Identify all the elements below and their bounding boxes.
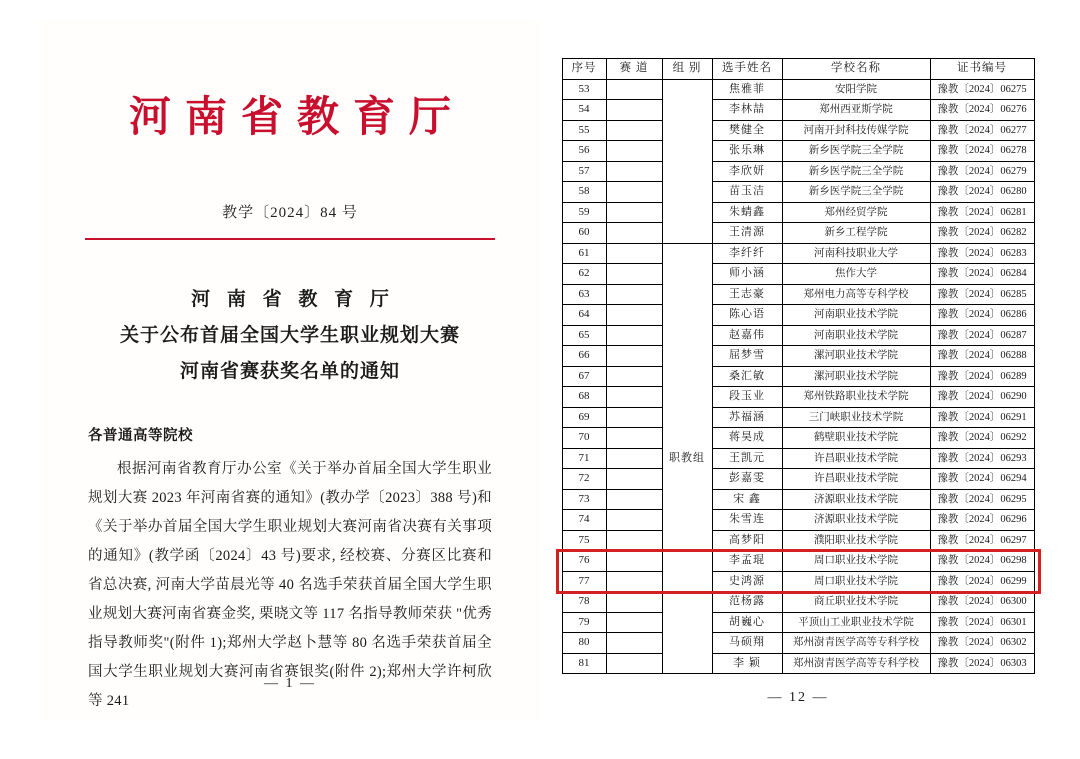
cell-track [606, 407, 662, 428]
table-row [562, 633, 1034, 654]
cell-track [606, 510, 662, 531]
cell-school: 许昌职业技术学院 [782, 469, 930, 490]
cell-track [606, 202, 662, 223]
cell-seq: 68 [562, 387, 606, 408]
award-list-table [562, 58, 1035, 674]
cell-certificate: 豫教〔2024〕06276 [930, 100, 1034, 121]
title-line-1: 河 南 省 教 育 厅 [191, 289, 395, 311]
table-row [562, 120, 1034, 141]
cell-certificate: 豫教〔2024〕06282 [930, 223, 1034, 244]
cell-player-name: 李 颖 [712, 653, 782, 674]
table-row [562, 612, 1034, 633]
table-row [562, 202, 1034, 223]
cell-seq: 54 [562, 100, 606, 121]
cell-track [606, 264, 662, 285]
cell-player-name: 蒋昊成 [712, 428, 782, 449]
cell-certificate: 豫教〔2024〕06295 [930, 489, 1034, 510]
cell-track [606, 305, 662, 326]
document-page-right [548, 18, 1048, 730]
cell-seq: 61 [562, 243, 606, 264]
cell-track [606, 243, 662, 264]
table-row [562, 366, 1034, 387]
cell-certificate: 豫教〔2024〕06288 [930, 346, 1034, 367]
cell-certificate: 豫教〔2024〕06277 [930, 120, 1034, 141]
document-title-block [40, 282, 540, 390]
table-row [562, 305, 1034, 326]
cell-certificate: 豫教〔2024〕06299 [930, 571, 1034, 592]
cell-player-name: 屈梦雪 [712, 346, 782, 367]
cell-track [606, 489, 662, 510]
salutation: 各普通高等院校 [88, 428, 193, 445]
cell-school: 河南职业技术学院 [782, 325, 930, 346]
cell-certificate: 豫教〔2024〕06281 [930, 202, 1034, 223]
cell-school: 新乡医学院三全学院 [782, 161, 930, 182]
cell-school: 郑州西亚斯学院 [782, 100, 930, 121]
cell-certificate: 豫教〔2024〕06298 [930, 551, 1034, 572]
cell-seq: 80 [562, 633, 606, 654]
cell-seq: 69 [562, 407, 606, 428]
cell-track [606, 325, 662, 346]
cell-school: 河南科技职业大学 [782, 243, 930, 264]
table-row [562, 387, 1034, 408]
cell-track [606, 161, 662, 182]
cell-track [606, 592, 662, 613]
cell-track [606, 79, 662, 100]
cell-certificate: 豫教〔2024〕06279 [930, 161, 1034, 182]
cell-track [606, 346, 662, 367]
cell-certificate: 豫教〔2024〕06285 [930, 284, 1034, 305]
cell-player-name: 朱蜻鑫 [712, 202, 782, 223]
cell-player-name: 苗玉洁 [712, 182, 782, 203]
cell-certificate: 豫教〔2024〕06300 [930, 592, 1034, 613]
cell-certificate: 豫教〔2024〕06286 [930, 305, 1034, 326]
table-row [562, 469, 1034, 490]
cell-player-name: 王志豪 [712, 284, 782, 305]
cell-school: 郑州澍青医学高等专科学校 [782, 633, 930, 654]
cell-player-name: 史鸿源 [712, 571, 782, 592]
table-row [562, 489, 1034, 510]
col-header-track: 赛 道 [606, 59, 662, 80]
cell-seq: 62 [562, 264, 606, 285]
table-row [562, 100, 1034, 121]
cell-school: 漯河职业技术学院 [782, 346, 930, 367]
cell-certificate: 豫教〔2024〕06289 [930, 366, 1034, 387]
cell-school: 郑州铁路职业技术学院 [782, 387, 930, 408]
table-row [562, 407, 1034, 428]
table-row [562, 448, 1034, 469]
cell-seq: 57 [562, 161, 606, 182]
cell-seq: 60 [562, 223, 606, 244]
cell-player-name: 李欣妍 [712, 161, 782, 182]
cell-seq: 58 [562, 182, 606, 203]
cell-player-name: 苏福涵 [712, 407, 782, 428]
cell-certificate: 豫教〔2024〕06296 [930, 510, 1034, 531]
cell-track [606, 428, 662, 449]
cell-player-name: 陈心语 [712, 305, 782, 326]
cell-seq: 65 [562, 325, 606, 346]
cell-certificate: 豫教〔2024〕06301 [930, 612, 1034, 633]
cell-school: 郑州电力高等专科学校 [782, 284, 930, 305]
cell-school: 商丘职业技术学院 [782, 592, 930, 613]
cell-school: 新乡医学院三全学院 [782, 141, 930, 162]
table-row [562, 79, 1034, 100]
table-row [562, 141, 1034, 162]
cell-player-name: 宋 鑫 [712, 489, 782, 510]
cell-school: 平顶山工业职业技术学院 [782, 612, 930, 633]
table-row [562, 325, 1034, 346]
cell-school: 濮阳职业技术学院 [782, 530, 930, 551]
cell-track [606, 448, 662, 469]
cell-player-name: 王清源 [712, 223, 782, 244]
table-row [562, 284, 1034, 305]
cell-track [606, 653, 662, 674]
cell-track [606, 612, 662, 633]
cell-seq: 66 [562, 346, 606, 367]
title-line-3: 河南省赛获奖名单的通知 [179, 361, 400, 383]
table-row [562, 653, 1034, 674]
cell-track [606, 469, 662, 490]
cell-group-empty [662, 79, 712, 243]
col-header-seq: 序号 [562, 59, 606, 80]
cell-track [606, 120, 662, 141]
cell-school: 济源职业技术学院 [782, 510, 930, 531]
cell-player-name: 张乐琳 [712, 141, 782, 162]
body-paragraph: 根据河南省教育厅办公室《关于举办首届全国大学生职业规划大赛 2023 年河南省赛的通知》(教办学〔2023〕388 号)和《关于举办首届全国大学生职业规划大赛河南省决赛有关事项的通知》(教学函〔2024〕43 号)要求, 经校赛、分赛区比赛和省总决赛, 河南大学苗晨光等 40 名选手荣获首届全国大学生职业规划大赛河南省赛金奖, 栗晓文等 117 名指导教师荣获 "优秀指导教师奖"(附件 1);郑州大学赵卜慧等 80 名选手荣获首届全国大学生职业规划大赛河南省赛银奖(附件 2);郑州大学许柯欣等 241 [88, 461, 492, 710]
cell-player-name: 高梦阳 [712, 530, 782, 551]
cell-seq: 71 [562, 448, 606, 469]
cell-school: 新乡工程学院 [782, 223, 930, 244]
table-row [562, 243, 1034, 264]
cell-player-name: 胡巍心 [712, 612, 782, 633]
table-row [562, 264, 1034, 285]
table-row [562, 510, 1034, 531]
cell-player-name: 范杨露 [712, 592, 782, 613]
cell-seq: 70 [562, 428, 606, 449]
col-header-school: 学校名称 [782, 59, 930, 80]
cell-certificate: 豫教〔2024〕06297 [930, 530, 1034, 551]
cell-school: 许昌职业技术学院 [782, 448, 930, 469]
cell-school: 周口职业技术学院 [782, 571, 930, 592]
cell-certificate: 豫教〔2024〕06287 [930, 325, 1034, 346]
cell-school: 河南开封科技传媒学院 [782, 120, 930, 141]
cell-seq: 73 [562, 489, 606, 510]
left-page-number: — 1 — [264, 676, 316, 691]
cell-player-name: 马硕翔 [712, 633, 782, 654]
cell-player-name: 李林喆 [712, 100, 782, 121]
cell-certificate: 豫教〔2024〕06292 [930, 428, 1034, 449]
col-header-certificate: 证书编号 [930, 59, 1034, 80]
cell-school: 郑州澍青医学高等专科学校 [782, 653, 930, 674]
cell-school: 郑州经贸学院 [782, 202, 930, 223]
table-body [562, 79, 1034, 674]
table-header-row [562, 59, 1034, 80]
col-header-group: 组 别 [662, 59, 712, 80]
cell-seq: 63 [562, 284, 606, 305]
cell-seq: 64 [562, 305, 606, 326]
cell-seq: 77 [562, 571, 606, 592]
cell-track [606, 182, 662, 203]
cell-seq: 81 [562, 653, 606, 674]
cell-certificate: 豫教〔2024〕06302 [930, 633, 1034, 654]
cell-seq: 56 [562, 141, 606, 162]
table-row [562, 346, 1034, 367]
table-row [562, 592, 1034, 613]
cell-player-name: 王凯元 [712, 448, 782, 469]
cell-school: 三门峡职业技术学院 [782, 407, 930, 428]
cell-certificate: 豫教〔2024〕06283 [930, 243, 1034, 264]
cell-group-vocational: 职教组 [662, 243, 712, 674]
cell-seq: 55 [562, 120, 606, 141]
cell-player-name: 李纤纤 [712, 243, 782, 264]
cell-certificate: 豫教〔2024〕06303 [930, 653, 1034, 674]
cell-track [606, 530, 662, 551]
title-line-2: 关于公布首届全国大学生职业规划大赛 [119, 325, 460, 347]
cell-track [606, 633, 662, 654]
cell-seq: 59 [562, 202, 606, 223]
cell-player-name: 师小涵 [712, 264, 782, 285]
document-page-left [40, 20, 540, 720]
cell-school: 河南职业技术学院 [782, 305, 930, 326]
table-row [562, 182, 1034, 203]
table-row [562, 161, 1034, 182]
cell-certificate: 豫教〔2024〕06275 [930, 79, 1034, 100]
cell-school: 鹤壁职业技术学院 [782, 428, 930, 449]
cell-player-name: 李孟琨 [712, 551, 782, 572]
cell-seq: 76 [562, 551, 606, 572]
table-row [562, 223, 1034, 244]
cell-track [606, 284, 662, 305]
right-page-number: — 12 — [767, 690, 829, 705]
col-header-player-name: 选手姓名 [712, 59, 782, 80]
cell-track [606, 387, 662, 408]
cell-player-name: 樊健全 [712, 120, 782, 141]
issuing-authority: 河南省教育厅 [128, 95, 465, 141]
table-row [562, 571, 1034, 592]
cell-school: 周口职业技术学院 [782, 551, 930, 572]
cell-seq: 75 [562, 530, 606, 551]
cell-track [606, 551, 662, 572]
cell-certificate: 豫教〔2024〕06284 [930, 264, 1034, 285]
cell-player-name: 彭嘉雯 [712, 469, 782, 490]
cell-certificate: 豫教〔2024〕06290 [930, 387, 1034, 408]
cell-seq: 78 [562, 592, 606, 613]
cell-player-name: 桑汇敏 [712, 366, 782, 387]
cell-track [606, 366, 662, 387]
cell-certificate: 豫教〔2024〕06294 [930, 469, 1034, 490]
table-row [562, 530, 1034, 551]
cell-seq: 79 [562, 612, 606, 633]
cell-player-name: 赵嘉伟 [712, 325, 782, 346]
cell-track [606, 571, 662, 592]
cell-school: 漯河职业技术学院 [782, 366, 930, 387]
cell-certificate: 豫教〔2024〕06278 [930, 141, 1034, 162]
cell-school: 新乡医学院三全学院 [782, 182, 930, 203]
cell-school: 安阳学院 [782, 79, 930, 100]
cell-certificate: 豫教〔2024〕06293 [930, 448, 1034, 469]
cell-player-name: 焦雅菲 [712, 79, 782, 100]
cell-school: 焦作大学 [782, 264, 930, 285]
cell-certificate: 豫教〔2024〕06291 [930, 407, 1034, 428]
cell-track [606, 100, 662, 121]
cell-seq: 67 [562, 366, 606, 387]
cell-school: 济源职业技术学院 [782, 489, 930, 510]
cell-seq: 53 [562, 79, 606, 100]
red-divider-rule [85, 238, 495, 240]
cell-player-name: 朱雪连 [712, 510, 782, 531]
document-header [40, 95, 540, 141]
cell-seq: 74 [562, 510, 606, 531]
table-row [562, 428, 1034, 449]
document-number: 教学〔2024〕84 号 [222, 205, 358, 222]
cell-track [606, 141, 662, 162]
table-row [562, 551, 1034, 572]
cell-track [606, 223, 662, 244]
cell-seq: 72 [562, 469, 606, 490]
cell-certificate: 豫教〔2024〕06280 [930, 182, 1034, 203]
cell-player-name: 段玉业 [712, 387, 782, 408]
